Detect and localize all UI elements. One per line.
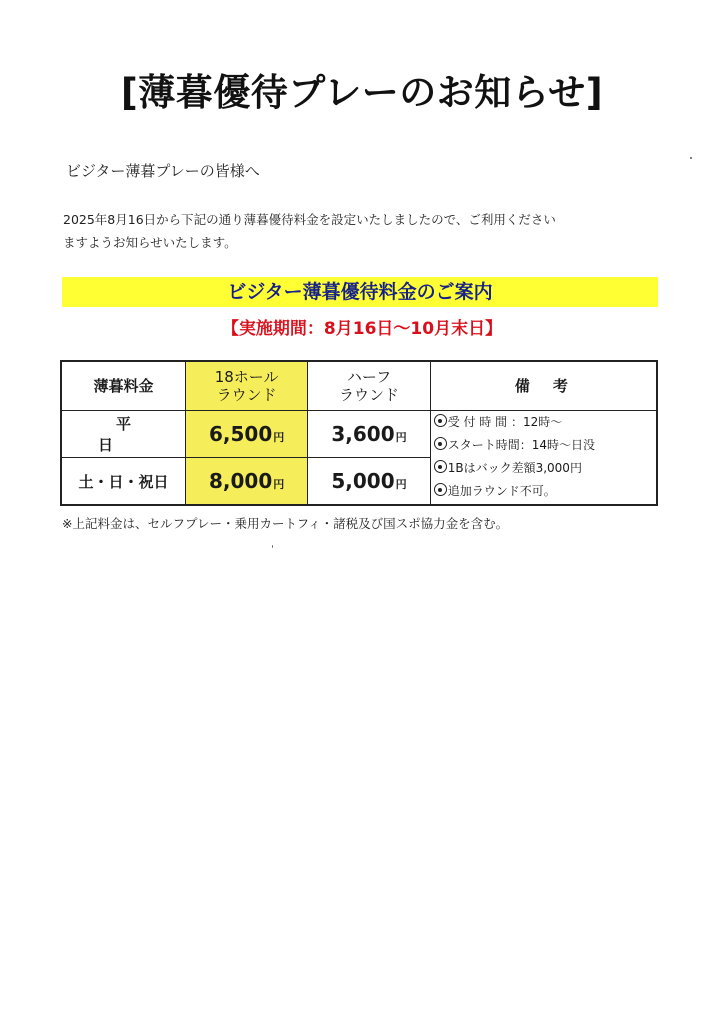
bullet-icon xyxy=(434,414,447,427)
footnote: ※上記料金は、セルフプレー・乗用カートフィ・諸税及び国スポ協力金を含む。 xyxy=(62,516,509,531)
section-banner: ビジター薄暮優待料金のご案内 xyxy=(62,277,658,307)
header-half-line-1: ハーフ xyxy=(346,368,392,386)
scan-speck xyxy=(690,157,692,159)
intro-line-1: 2025年8月16日から下記の通り薄暮優待料金を設定いたしましたので、ご利用ください xyxy=(63,212,556,227)
note-text: 1Bはバック差額3,000円 xyxy=(447,461,582,475)
greeting: ビジター薄暮プレーの皆様へ xyxy=(66,162,260,180)
yen-unit: 円 xyxy=(273,431,285,444)
row-label-weekend: 土・日・祝日 xyxy=(61,458,185,506)
intro-line-2: ますようお知らせいたします。 xyxy=(63,235,237,250)
fee-table xyxy=(60,360,658,506)
price-weekday-half xyxy=(308,411,430,458)
table-header-row xyxy=(61,361,657,411)
note-item xyxy=(434,480,656,503)
yen-unit: 円 xyxy=(273,478,285,491)
note-text: スタート時間：14時～日没 xyxy=(447,438,595,452)
price-weekday-18 xyxy=(185,411,307,458)
price-weekend-18 xyxy=(185,458,307,506)
bullet-icon xyxy=(434,483,447,496)
weekday-text: 平日 xyxy=(97,415,167,454)
period-heading: 【実施期間：8月16日～10月末日】 xyxy=(221,319,503,339)
header-18-hole-line-1: 18ホール xyxy=(214,368,279,386)
yen-unit: 円 xyxy=(395,478,407,491)
intro-paragraph xyxy=(63,208,653,254)
note-item xyxy=(434,457,656,480)
row-label-weekday xyxy=(61,411,185,458)
header-half-line-2: ラウンド xyxy=(339,386,400,404)
price-value: 3,600 xyxy=(331,422,395,446)
header-18-hole xyxy=(185,361,307,411)
header-18-hole-line-2: ラウンド xyxy=(216,386,277,404)
note-text: 追加ラウンド不可。 xyxy=(447,484,556,498)
yen-unit: 円 xyxy=(395,431,407,444)
scan-speck xyxy=(272,545,273,548)
page-title: [薄暮優待プレーのお知らせ] xyxy=(120,71,604,114)
price-weekend-half xyxy=(308,458,430,506)
table-row xyxy=(61,411,657,458)
note-item xyxy=(434,434,656,457)
header-fee-label: 薄暮料金 xyxy=(61,361,185,411)
price-value: 8,000 xyxy=(208,469,273,493)
note-item xyxy=(434,411,656,434)
price-value: 6,500 xyxy=(208,422,273,446)
header-remarks: 備 考 xyxy=(430,361,657,411)
bullet-icon xyxy=(434,460,447,473)
remarks-cell xyxy=(430,411,657,506)
header-half-round xyxy=(308,361,430,411)
price-value: 5,000 xyxy=(331,469,395,493)
note-text: 受 付 時 間 ：12時～ xyxy=(447,415,563,429)
bullet-icon xyxy=(434,437,447,450)
